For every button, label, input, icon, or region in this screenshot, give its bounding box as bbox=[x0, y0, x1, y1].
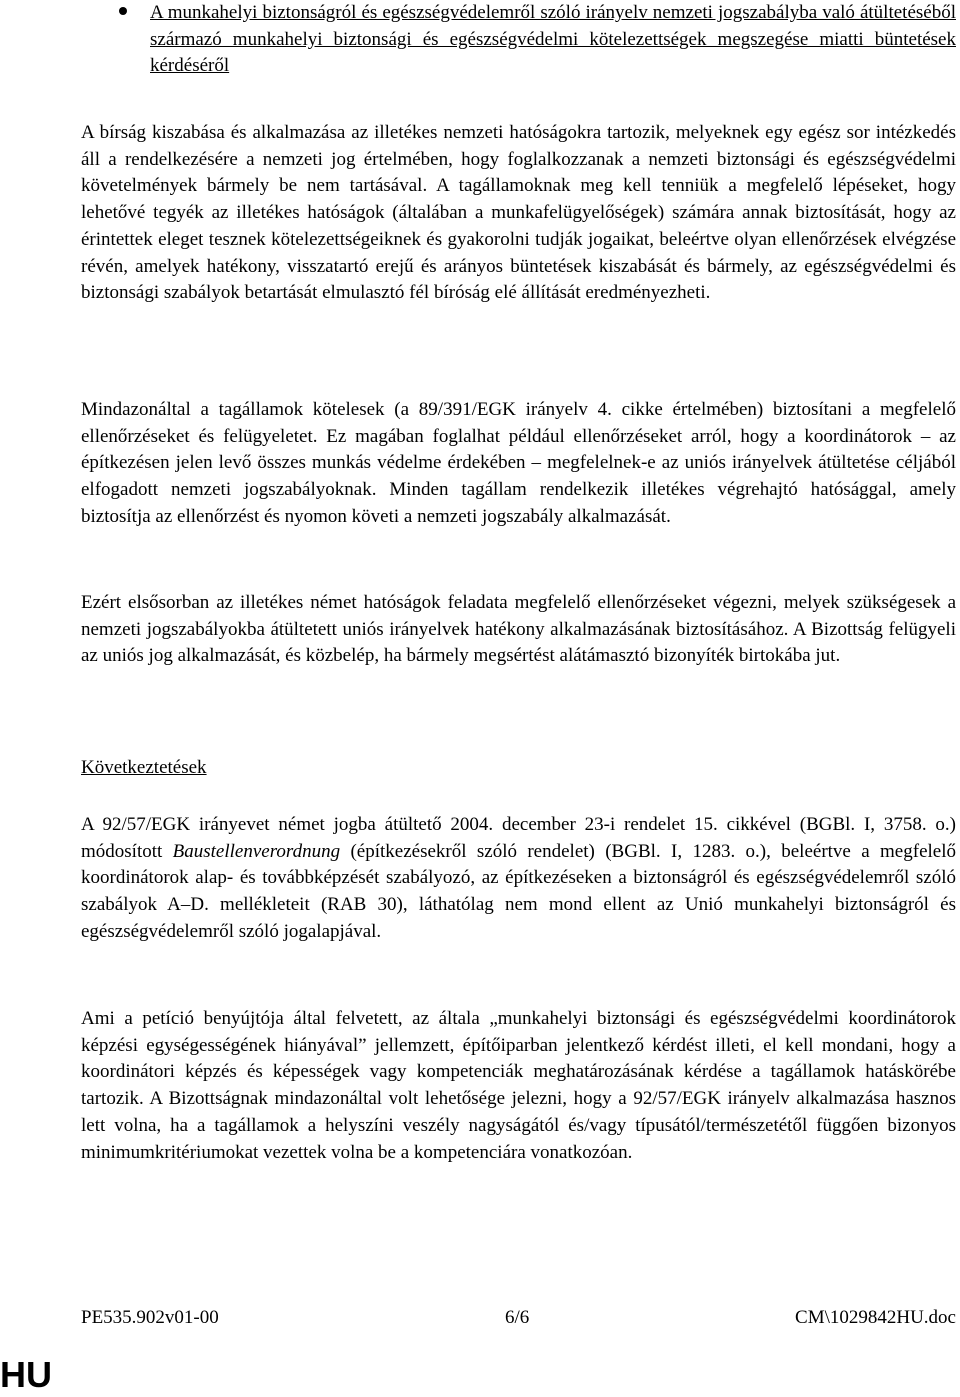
paragraph-2: Mindazonáltal a tagállamok kötelesek (a 89/391/EGK irányelv 4. cikke értelmében) biztosítani a megfelelő ellenőrzéseket és felügyeletet. Ez magában foglalhat például ellenőrzéseket arról, hogy a koordinátorok – az építkezésen jelen levő összes munkás védelme érdekében – megfelelnek-e az uniós irányelvek átültetése céljából elfogadott nemzeti jogszabályoknak. Minden tagállam rendelkezik illetékes végrehajtó hatósággal, amely biztosítja az ellenőrzést és nyomon követi a nemzeti jogszabály alkalmazását. bbox=[81, 399, 956, 527]
bullet-item-text: A munkahelyi biztonságról és egészségvédelemről szóló irányelv nemzeti jogszabályba való átültetéséből származó munkahelyi biztonsági és egészségvédelmi kötelezettségek megszegése miatti büntetések kérdéséről bbox=[150, 2, 956, 77]
footer-doc-ref: PE535.902v01-00 bbox=[81, 1307, 219, 1328]
regulation-title: Baustellenverordnung bbox=[172, 840, 341, 862]
paragraph-5: Ami a petíció benyújtója által felvetett, az általa „munkahelyi biztonsági és egészségvédelmi koordinátorok képzési egységességének hiányával” jellemzett, építőiparban jelentkező kérdést illeti, el kell mondani, hogy a koordinátori képzés és képességek vagy kompetenciák meghatározásának kérdése a tagállamok hatáskörébe tartozik. A Bizottságnak mindazonáltal volt lehetősége jelezni, hogy a 92/57/EGK irányelv alkalmazása hasznos lett volna, ha a tagállamok a helyszíni veszély nagyságától és/vagy típusától/természetétől függően bizonyos minimumkritériumokat vezettek volna be a kompetenciára vonatkozóan. bbox=[81, 1008, 956, 1163]
paragraph-3: Ezért elsősorban az illetékes német hatóságok feladata megfelelő ellenőrzéseket végezni, melyek szükségesek a nemzeti jogszabályokba átültetett uniós irányelvek hatékony alkalmazásának biztosításához. A Bizottság felügyeli az uniós jog alkalmazását, és közbelép, ha bármely megsértést alátámasztó bizonyíték birtokába jut. bbox=[81, 592, 956, 667]
paragraph-4-part-1: A 92/57/EGK irányevet német jogba átültető 2004. december 23-i rendelet 15. cikkével (BGBl. I, 3758. o.) módosított bbox=[81, 814, 956, 862]
paragraph-4-part-2: (építkezésekről szóló rendelet) (BGBl. I, 1283. o.), beleértve a megfelelő koordinátorok alap- és továbbképzését szabályozó, az építkezéseken a biztonságról és egészségvédelemről szóló szabályok A–D. mellékleteit (RAB 30), láthatólag nem mond ellent az Unió munkahelyi biztonságról és egészségvédelemről szóló jogalapjával. bbox=[81, 840, 956, 942]
paragraph-1: A bírság kiszabása és alkalmazása az illetékes nemzeti hatóságokra tartozik, melyeknek egy egész sor intézkedés áll a rendelkezésére a nemzeti jog értelmében, hogy foglalkozzanak a nemzeti biztonsági és egészségvédelmi követelmények bármely be nem tartásával. A tagállamoknak meg kell tenniük a megfelelő lépéseket, hogy lehetővé tegyék az illetékes hatóságok (általában a munkafelügyelőségek) számára annak biztosítását, hogy az érintettek eleget tesznek kötelezettségeiknek és gyakorolni tudják jogaikat, beleértve olyan ellenőrzések elvégzése révén, amelyek hatékony, visszatartó erejű és arányos büntetések kiszabását és bármely, az egészségvédelmi és biztonsági szabályok betartását elmulasztó fél bíróság elé állítását eredményezheti. bbox=[81, 122, 956, 304]
section-heading: Következtetések bbox=[81, 757, 207, 778]
footer-file-name: CM\1029842HU.doc bbox=[795, 1307, 956, 1328]
language-mark: HU bbox=[0, 1354, 52, 1395]
bullet-icon bbox=[119, 7, 127, 15]
footer-page-number: 6/6 bbox=[505, 1307, 530, 1328]
paragraph-4 bbox=[81, 812, 956, 946]
